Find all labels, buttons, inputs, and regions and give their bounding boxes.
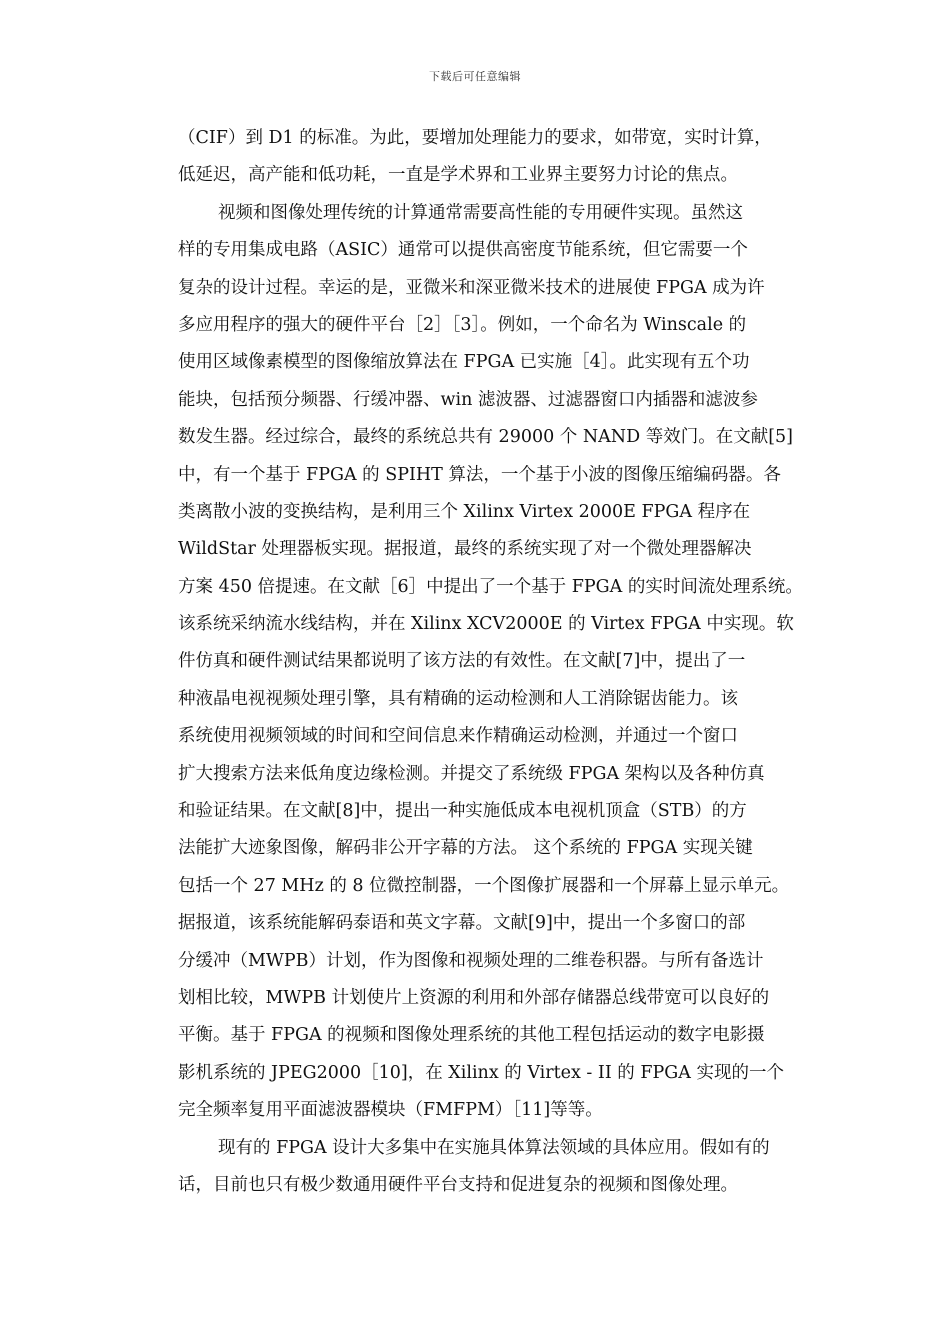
text-line: 复杂的设计过程。幸运的是，亚微米和深亚微米技术的进展使 FPGA 成为许 [178, 277, 765, 298]
text-line: 系统使用视频领域的时间和空间信息来作精确运动检测，并通过一个窗口 [178, 726, 738, 747]
text-line: 据报道，该系统能解码泰语和英文字幕。文献[9]中，提出一个多窗口的部 [178, 913, 746, 934]
text-line: 多应用程序的强大的硬件平台［2］［3］。例如，一个命名为 Winscale 的 [178, 314, 747, 335]
text-line: 分缓冲（MWPB）计划，作为图像和视频处理的二维卷积器。与所有备选计 [178, 950, 764, 971]
text-line: 法能扩大迹象图像，解码非公开字幕的方法。 这个系统的 FPGA 实现关键 [178, 838, 753, 859]
text-line: 该系统采纳流水线结构，并在 Xilinx XCV2000E 的 Virtex FPGA 中实现。软 [178, 614, 794, 635]
text-line: 平衡。基于 FPGA 的视频和图像处理系统的其他工程包括运动的数字电影摄 [178, 1025, 765, 1046]
text-line: 话，目前也只有极少数通用硬件平台支持和促进复杂的视频和图像处理。 [178, 1174, 738, 1195]
paragraph [178, 195, 818, 1130]
document-body [178, 120, 818, 1204]
text-line: 样的专用集成电路（ASIC）通常可以提供高密度节能系统，但它需要一个 [178, 240, 748, 261]
text-line: 能块，包括预分频器、行缓冲器、win 滤波器、过滤器窗口内插器和滤波参 [178, 389, 758, 410]
page-header-note: 下载后可任意编辑 [429, 70, 521, 83]
text-line: （CIF）到 D1 的标准。为此，要增加处理能力的要求，如带宽，实时计算， [178, 128, 772, 148]
text-line: 扩大搜索方法来低角度边缘检测。并提交了系统级 FPGA 架构以及各种仿真 [178, 763, 765, 784]
text-line: 影机系统的 JPEG2000［10]，在 Xilinx 的 Virtex - II 的 FPGA 实现的一个 [178, 1062, 784, 1083]
paragraph [178, 1130, 818, 1205]
text-line: 类离散小波的变换结构，是利用三个 Xilinx Virtex 2000E FPGA 程序在 [178, 501, 751, 522]
text-line: 视频和图像处理传统的计算通常需要高性能的专用硬件实现。虽然这 [218, 202, 743, 223]
text-line: 方案 450 倍提速。在文献［6］中提出了一个基于 FPGA 的实时间流处理系统。 [178, 576, 803, 597]
text-line: 低延迟，高产能和低功耗，一直是学术界和工业界主要努力讨论的焦点。 [178, 165, 738, 186]
paragraph [178, 120, 818, 195]
text-line: 完全频率复用平面滤波器模块（FMFPM）［11]等等。 [178, 1100, 603, 1121]
text-line: WildStar 处理器板实现。据报道，最终的系统实现了对一个微处理器解决 [178, 539, 752, 560]
text-line: 使用区域像素模型的图像缩放算法在 FPGA 已实施［4］。此实现有五个功 [178, 352, 750, 373]
text-line: 包括一个 27 MHz 的 8 位微控制器，一个图像扩展器和一个屏幕上显示单元。 [178, 875, 790, 896]
text-line: 种液晶电视视频处理引擎，具有精确的运动检测和人工消除锯齿能力。该 [178, 688, 738, 709]
text-line: 中，有一个基于 FPGA 的 SPIHT 算法，一个基于小波的图像压缩编码器。各 [178, 464, 781, 485]
text-line: 划相比较，MWPB 计划使片上资源的利用和外部存储器总线带宽可以良好的 [178, 987, 770, 1008]
text-line: 数发生器。经过综合，最终的系统总共有 29000 个 NAND 等效门。在文献[5] [178, 427, 794, 448]
text-line: 现有的 FPGA 设计大多集中在实施具体算法领域的具体应用。假如有的 [218, 1137, 770, 1158]
text-line: 件仿真和硬件测试结果都说明了该方法的有效性。在文献[7]中，提出了一 [178, 651, 746, 672]
text-line: 和验证结果。在文献[8]中，提出一种实施低成本电视机顶盒（STB）的方 [178, 801, 747, 822]
